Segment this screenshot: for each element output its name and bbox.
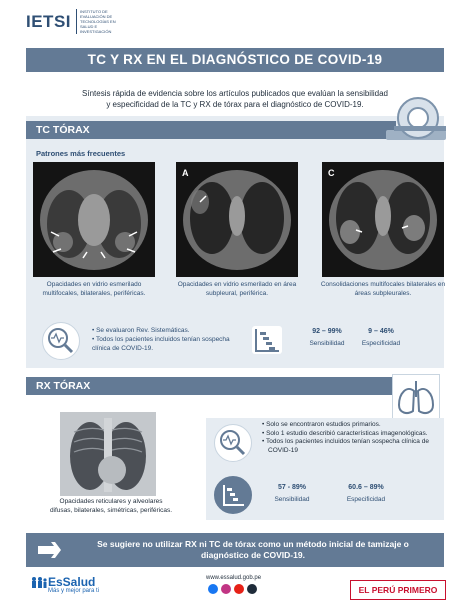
tc-specificity-label: Especificidad <box>361 340 401 347</box>
essalud-logo <box>30 575 99 594</box>
logo-subtitle: INSTITUTO DE EVALUACIÓN DE TECNOLOGÍAS EN SALUD E INVESTIGACIÓN <box>76 9 118 34</box>
rx-specificity-value: 60.6 – 89% <box>348 484 384 491</box>
facebook-icon[interactable] <box>208 584 218 594</box>
xray-caption <box>26 497 196 515</box>
tc-section-title: TC TÓRAX <box>36 124 90 136</box>
recommendation-line-2: diagnóstico de COVID-19. <box>201 550 305 560</box>
rx-bullet-3: • Todos los pacientes incluidos tenían sospecha clínica de COVID-19 <box>262 438 432 455</box>
tc-bullet-1: • Se evaluaron Rev. Sistemáticas. <box>92 326 242 335</box>
ct-scan-image-1 <box>33 162 155 277</box>
logo-wordmark: IETSI <box>26 11 72 31</box>
tc-specificity-value: 9 – 46% <box>368 328 394 335</box>
magnifier-pulse-icon <box>42 322 80 360</box>
ct-scan-image-2 <box>176 162 298 277</box>
ct-scanner-icon <box>384 96 448 148</box>
ct-caption-3: Consolidaciones multifocales bilaterales en áreas subpleurales. <box>320 281 446 297</box>
pointing-hand-icon <box>36 540 66 560</box>
scan-letter-3: C <box>328 168 335 178</box>
rx-bullet-2: • Solo 1 estudio describió características imagenológicas. <box>262 430 432 439</box>
subtitle-line-1: Síntesis rápida de evidencia sobre los artículos publicados que evalúan la sensibilidad <box>82 89 388 98</box>
tc-sensitivity-value: 92 – 99% <box>312 328 342 335</box>
lungs-icon <box>392 374 440 422</box>
ietsi-logo <box>26 9 118 34</box>
rx-chart-icon <box>214 476 252 514</box>
rx-sensitivity-label: Sensibilidad <box>274 496 310 503</box>
xray-caption-line-1: Opacidades reticulares y alveolares <box>59 498 163 505</box>
rx-bullet-1: • Solo se encontraron estudios primarios. <box>262 421 432 430</box>
ct-caption-1: Opacidades en vidrio esmerilado multifocales, bilaterales, periféricas. <box>42 281 146 297</box>
title-banner <box>26 48 444 72</box>
recommendation-line-1: Se sugiere no utilizar RX ni TC de tórax como un método inicial de tamizaje o <box>97 539 409 549</box>
tc-bullet-2: • Todos los pacientes incluidos tenían sospecha clínica de COVID-19. <box>92 335 242 353</box>
page-title: TC Y RX EN EL DIAGNÓSTICO DE COVID-19 <box>87 52 383 67</box>
tc-sensitivity-label: Sensibilidad <box>309 340 345 347</box>
youtube-icon[interactable] <box>234 584 244 594</box>
page-subtitle <box>26 88 444 110</box>
ct-caption-2: Opacidades en vidrio esmerilado en área subpleural, periférica. <box>177 281 297 297</box>
rx-magnifier-icon <box>214 424 252 462</box>
tc-bullets <box>92 326 242 353</box>
scan-letter-2: A <box>182 168 189 178</box>
chest-xray-image <box>60 412 156 496</box>
patterns-label: Patrones más frecuentes <box>36 149 126 158</box>
instagram-icon[interactable] <box>221 584 231 594</box>
essalud-family-icon <box>30 576 48 588</box>
twitter-icon[interactable] <box>247 584 257 594</box>
subtitle-line-2: y especificidad de la TC y RX de tórax para el diagnóstico de COVID-19. <box>106 100 364 109</box>
website-link[interactable]: www.essalud.gob.pe <box>206 575 262 581</box>
essalud-name: EsSalud <box>48 575 96 589</box>
xray-caption-line-2: difusas, bilaterales, simétricas, periféricas. <box>49 507 173 514</box>
bar-chart-icon <box>252 326 282 354</box>
ct-scan-image-3 <box>322 162 444 277</box>
rx-section-title: RX TÓRAX <box>36 380 91 392</box>
peru-primero-logo: EL PERÚ PRIMERO <box>350 580 446 600</box>
rx-section-header <box>26 377 396 395</box>
social-icons <box>208 584 257 594</box>
recommendation-text <box>72 539 434 561</box>
tc-section-header <box>26 121 396 139</box>
rx-bullets <box>262 421 432 455</box>
essalud-tagline: Más y mejor para ti <box>48 588 100 594</box>
rx-sensitivity-value: 57 - 89% <box>277 484 307 491</box>
rx-specificity-label: Especificidad <box>346 496 386 503</box>
